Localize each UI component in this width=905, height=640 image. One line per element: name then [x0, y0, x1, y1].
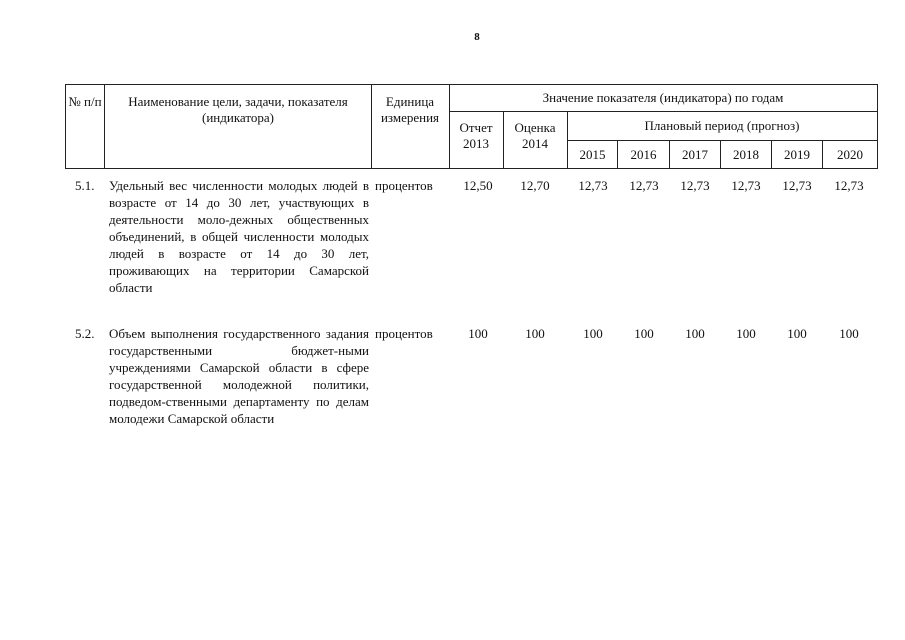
col-divider [503, 111, 504, 169]
header-year: 2015 [579, 147, 606, 162]
header-name: Наименование цели, задачи, показателя (индикатора) [128, 94, 348, 125]
table-top-border [65, 84, 877, 85]
table-right-border [877, 84, 878, 169]
header-report-2013: Отчет 2013 [459, 120, 493, 151]
page-number: 8 [474, 31, 480, 43]
header-number: № п/п [68, 94, 102, 109]
header-year: 2019 [784, 147, 810, 162]
header-plan-period: Плановый период (прогноз) [644, 118, 800, 133]
row-plan-value: 12,73 [629, 178, 659, 193]
values-subheader-border [449, 111, 877, 112]
row-estimate-value: 100 [525, 326, 545, 341]
row-plan-value: 12,73 [578, 178, 608, 193]
row-name: Удельный вес численности молодых людей в возрасте от 14 до 30 лет, участвующих в деятельности моло-дежных общественных объединений, в общей численности молодых людей в возрасте от 14 до 30 лет, проживающих на территории Самарской области [109, 178, 369, 295]
row-plan-value: 100 [787, 326, 807, 341]
header-estimate-2014: Оценка 2014 [514, 120, 556, 151]
row-plan-value: 100 [839, 326, 859, 341]
row-number: 5.1. [75, 178, 95, 193]
header-year: 2017 [682, 147, 708, 162]
row-unit: процентов [375, 326, 433, 341]
table-left-border [65, 84, 66, 169]
row-plan-value: 12,73 [782, 178, 812, 193]
row-plan-value: 100 [583, 326, 603, 341]
row-plan-value: 100 [736, 326, 756, 341]
row-plan-value: 100 [634, 326, 654, 341]
row-plan-value: 12,73 [680, 178, 710, 193]
row-plan-value: 100 [685, 326, 705, 341]
row-estimate-value: 12,70 [520, 178, 550, 193]
row-number: 5.2. [75, 326, 95, 341]
row-report-value: 100 [468, 326, 488, 341]
header-unit: Единица измерения [380, 94, 440, 125]
row-report-value: 12,50 [463, 178, 493, 193]
header-bottom-border [65, 168, 877, 169]
col-divider [104, 84, 105, 169]
header-values: Значение показателя (индикатора) по годам [542, 90, 784, 105]
plan-subheader-border [567, 140, 877, 141]
row-name: Объем выполнения государственного задания государственными бюджет-ными учреждениями Самарской области в сфере государственной молодежной политики, подведом-ственными департаменту по делам молодежи Самарской области [109, 326, 369, 426]
row-plan-value: 12,73 [731, 178, 761, 193]
row-plan-value: 12,73 [834, 178, 864, 193]
header-year: 2016 [630, 147, 657, 162]
header-year: 2020 [837, 147, 863, 162]
row-unit: процентов [375, 178, 433, 193]
header-year: 2018 [733, 147, 759, 162]
